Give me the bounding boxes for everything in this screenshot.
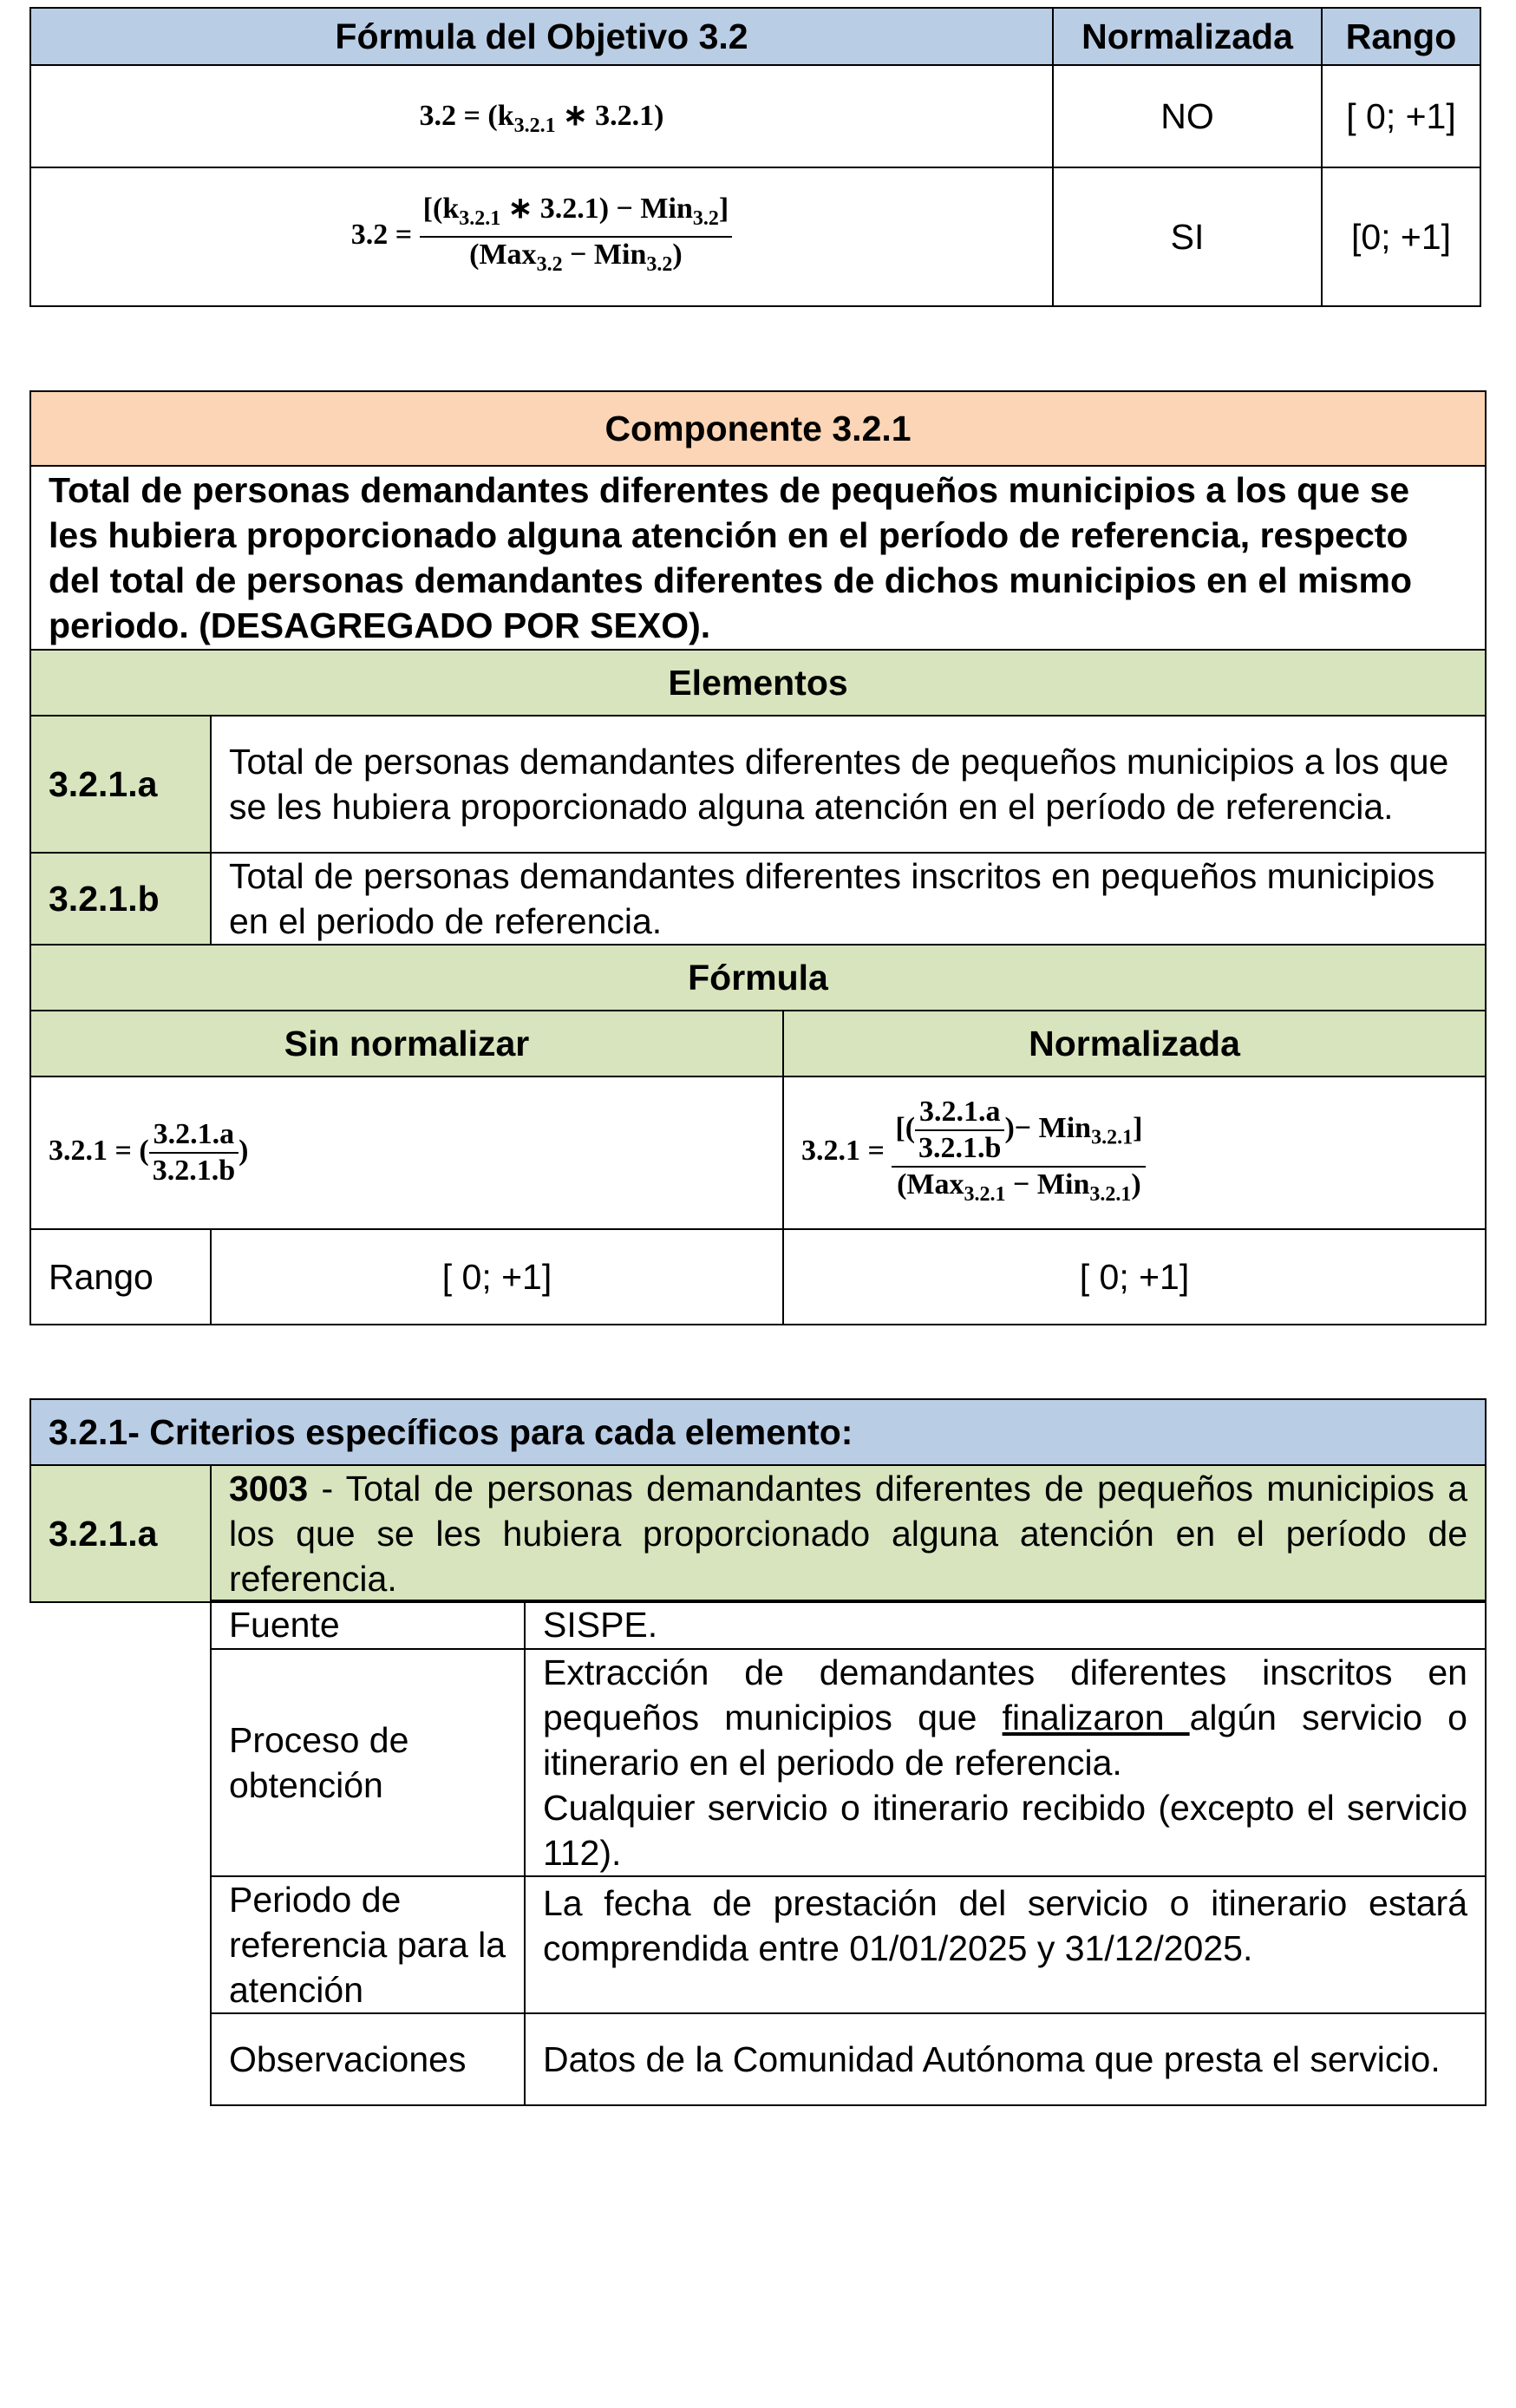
proceso-text-b: algún servicio o itinerario en el periodo de referencia. [543, 1698, 1467, 1783]
normalized-value-row-1: NO [1053, 65, 1322, 167]
header-formula: Fórmula del Objetivo 3.2 [30, 8, 1053, 65]
element-id-b: 3.2.1.b [30, 853, 211, 945]
criteria-element-text: - Total de personas demandantes diferentes de pequeños municipios a los que se les hubiera proporcionado alguna atención en el período de referencia. [229, 1469, 1468, 1599]
formula-objective-normalized: 3.2 = $\frac{[(k_{3.2.1} ∗ 3.2.1) - Min_{3.2}]}{(Max_{3.2} - Min_{3.2})}$ [351, 219, 732, 251]
normalized-value-row-2: SI [1053, 167, 1322, 306]
component-description: Total de personas demandantes diferentes de pequeños municipios a los que se les hubiera proporcionado alguna atención en el período de referencia, respecto del total de personas demandantes diferentes de dichos municipios en el mismo periodo. (DESAGREGADO POR SEXO). [30, 466, 1486, 650]
formula-normalized-cell [783, 1076, 1486, 1229]
elements-header: Elementos [30, 650, 1486, 716]
proceso-value [525, 1649, 1486, 1876]
criteria-element-id: 3.2.1.a [30, 1465, 211, 1602]
periodo-label: Periodo de referencia para la atención [211, 1876, 525, 2013]
periodo-value: La fecha de prestación del servicio o itinerario estará comprendida entre 01/01/2025 y 31/12/2025. [525, 1876, 1486, 2013]
element-id-a: 3.2.1.a [30, 716, 211, 853]
observaciones-value: Datos de la Comunidad Autónoma que presta el servicio. [525, 2013, 1486, 2105]
criteria-element-code: 3003 [229, 1469, 309, 1508]
formula-plain-cell [30, 1076, 783, 1229]
sin-normalizar-header: Sin normalizar [30, 1011, 783, 1076]
criteria-element-desc [211, 1465, 1486, 1602]
proceso-label: Proceso de obtención [211, 1649, 525, 1876]
formula-header: Fórmula [30, 945, 1486, 1011]
component-table [29, 390, 1487, 1325]
formula-component-plain: 3.2.1 = ( $\frac{3.2.1.a}{3.2.1.b}$ ) [49, 1118, 249, 1187]
criteria-title: 3.2.1- Criterios específicos para cada elemento: [30, 1399, 1486, 1465]
proceso-text-underlined: finalizaron [1002, 1698, 1190, 1737]
range-plain: [ 0; +1] [211, 1229, 783, 1325]
range-normalized: [ 0; +1] [783, 1229, 1486, 1325]
element-text-b: Total de personas demandantes diferentes inscritos en pequeños municipios en el periodo de referencia. [211, 853, 1486, 945]
proceso-text-a: Extracción de demandantes diferentes inscritos en pequeños municipios que [543, 1652, 1467, 1737]
observaciones-label: Observaciones [211, 2013, 525, 2105]
proceso-paragraph-1 [543, 1650, 1467, 1785]
component-title: Componente 3.2.1 [30, 391, 1486, 466]
header-normalized: Normalizada [1053, 8, 1322, 65]
range-value-row-1: [ 0; +1] [1322, 65, 1480, 167]
criteria-detail-table [210, 1600, 1487, 2106]
formula-component-normalized: 3.2.1 = [( $\frac{3.2.1.a}{3.2.1.b}$ )− Min$_{3.2.1}$] (Max$_{3.2.1}$ − Min$_{3.2.1}$) [801, 1135, 1146, 1167]
fuente-label: Fuente [211, 1600, 525, 1649]
proceso-paragraph-2: Cualquier servicio o itinerario recibido (excepto el servicio 112). [543, 1788, 1467, 1873]
fuente-value: SISPE. [525, 1600, 1486, 1649]
formula-objective-plain: $3.2 = (k_{3.2.1}$ ∗ 3.2.1) [419, 99, 664, 137]
formula-row-2 [30, 167, 1053, 306]
criteria-header-table [29, 1398, 1487, 1603]
objective-formula-table [29, 7, 1481, 307]
header-range: Rango [1322, 8, 1480, 65]
range-label: Rango [30, 1229, 211, 1325]
normalizada-header: Normalizada [783, 1011, 1486, 1076]
formula-row-1 [30, 65, 1053, 167]
range-value-row-2: [0; +1] [1322, 167, 1480, 306]
element-text-a: Total de personas demandantes diferentes de pequeños municipios a los que se les hubiera proporcionado alguna atención en el período de referencia. [211, 716, 1486, 853]
